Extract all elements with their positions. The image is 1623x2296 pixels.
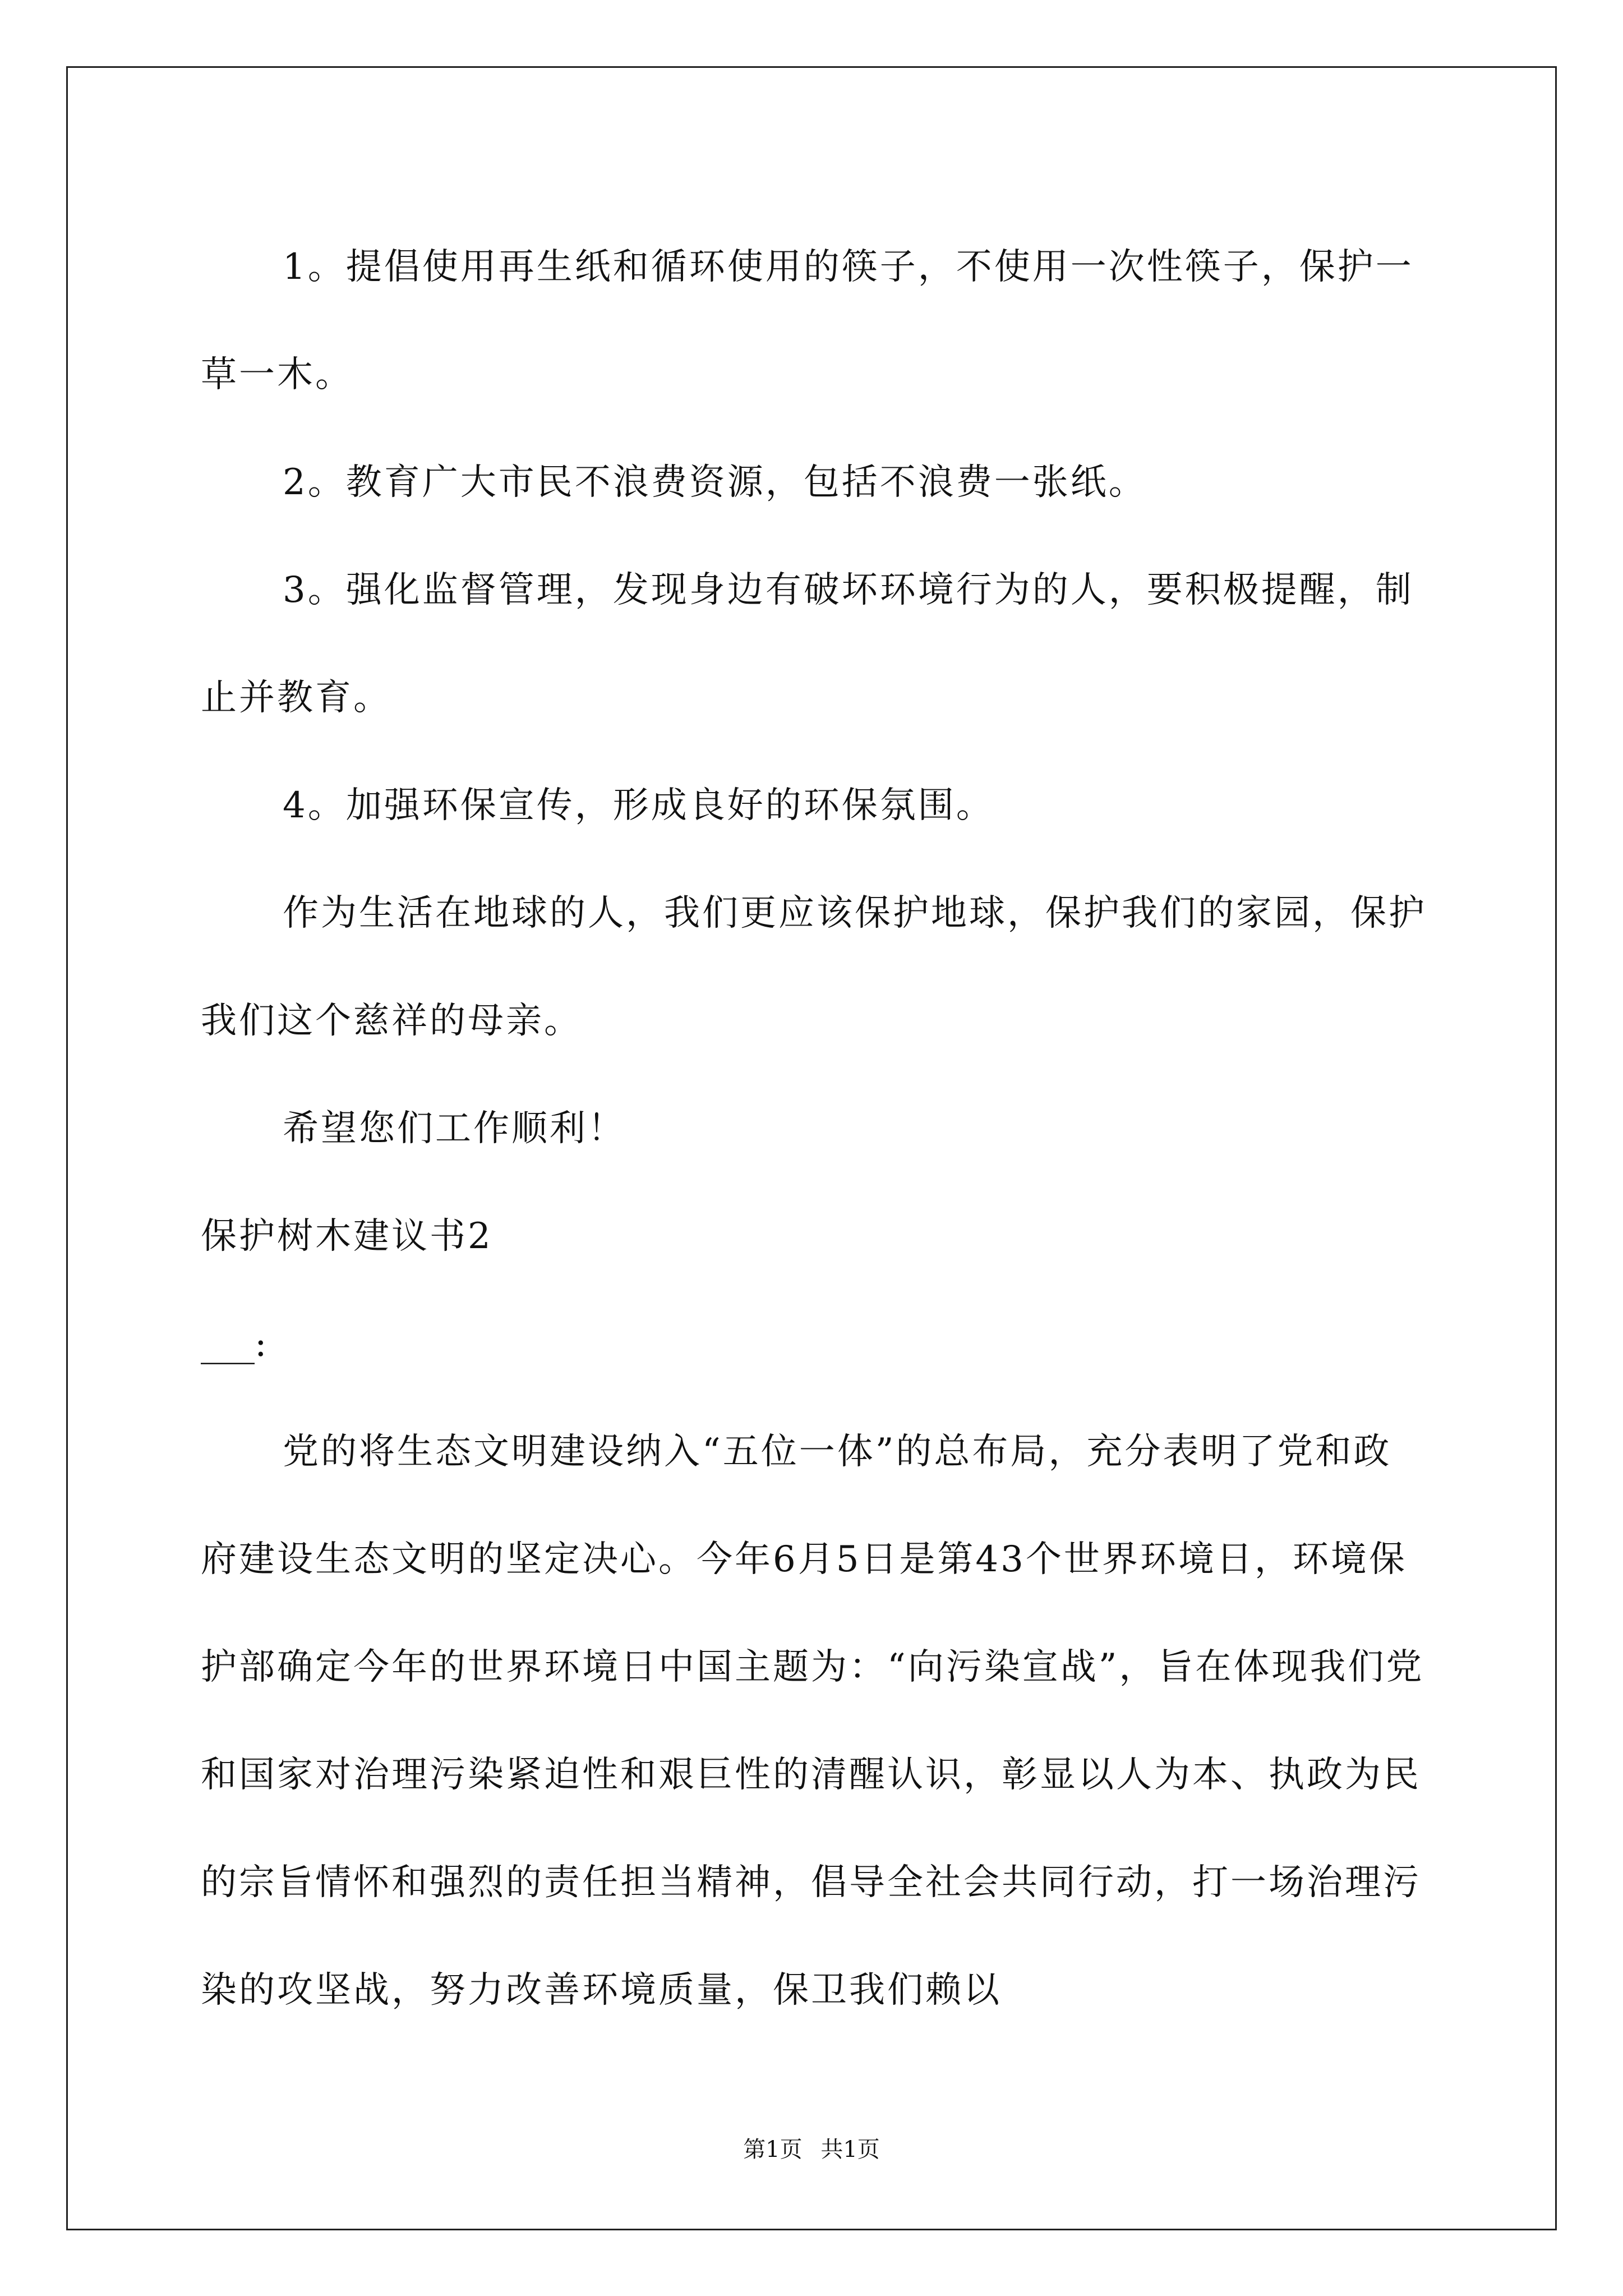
paragraph-item-1: 1。提倡使用再生纸和循环使用的筷子，不使用一次性筷子，保护一草一木。 — [201, 246, 1414, 395]
page-number-total: 共1页 — [820, 2137, 880, 2162]
page-footer — [0, 2136, 1623, 2163]
salutation: ___: — [201, 1323, 267, 1365]
paragraph-closing: 作为生活在地球的人，我们更应该保护地球，保护我们的家园，保护我们这个慈祥的母亲。 — [201, 892, 1427, 1042]
paragraph-item-3: 3。强化监督管理，发现身边有破坏环境行为的人，要积极提醒，制止并教育。 — [201, 569, 1414, 719]
body-paragraph: 党的将生态文明建设纳入“五位一体”的总布局，充分表明了党和政府建设生态文明的坚定决心。今年6月5日是第43个世界环境日，环境保护部确定今年的世界环境日中国主题为：“向污染宣战”，旨在体现我们党和国家对治理污染紧迫性和艰巨性的清醒认识，彰显以人为本、执政为民的宗旨情怀和强烈的责任担当精神，倡导全社会共同行动，打一场治理污染的攻坚战，努力改善环境质量，保卫我们赖以 — [201, 1431, 1424, 2011]
paragraph-item-2: 2。教育广大市民不浪费资源，包括不浪费一张纸。 — [283, 462, 1147, 503]
section-title: 保护树木建议书2 — [201, 1216, 493, 1257]
paragraph-wish: 希望您们工作顺利！ — [283, 1108, 626, 1149]
page-number-current: 第1页 — [743, 2137, 803, 2162]
document-body — [201, 213, 1429, 2044]
paragraph-item-4: 4。加强环保宣传，形成良好的环保氛围。 — [283, 785, 994, 826]
